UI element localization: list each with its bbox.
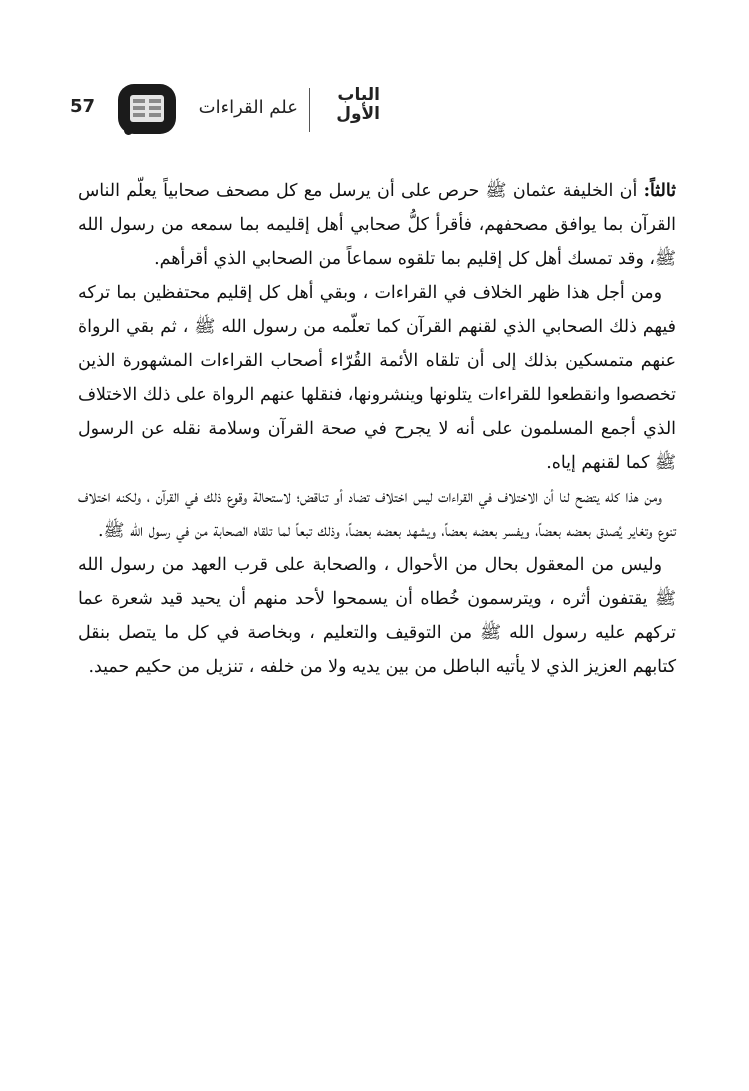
paragraph-4 <box>78 548 676 684</box>
paragraph-text: ومن أجل هذا ظهر الخلاف في القراءات ، وبقي أهل كل إقليم محتفظين بما تركه فيهم ذلك الصحابي الذي لقنهم القرآن كما تعلّمه من رسول الله ﷺ ، ثم بقي الرواة عنهم متمسكين بذلك إلى أن تلقاه الأئمة القُرّاء أصحاب القراءات المشهورة الذين تخصصوا وانقطعوا للقراءات يتلونها وينشرونها، فنقلها عنهم الرواة على ذلك الاختلاف الذي أجمع المسلمون على أنه لا يجرح في صحة القرآن وسلامة نقله عن الرسول ﷺ كما لقنهم إياه. <box>78 283 676 473</box>
header-divider <box>309 88 310 132</box>
book-icon-inner <box>130 95 164 122</box>
paragraph-text: ومن هذا كله يتضح لنا أن الاختلاف في القراءات ليس اختلاف تضاد أو تناقض؛ لاستحالة وقوع ذلك في القرآن ، ولكنه اختلاف تنوع وتغاير يُصدق بعضه بعضاً، ويفسر بعضه بعضاً، ويشهد بعضه بعضاً، وذلك تبعاً لما تلقاه الصحابة من في رسول الله ﷺ. <box>78 487 676 541</box>
paragraph-text: أن الخليفة عثمان ﷺ حرص على أن يرسل مع كل مصحف صحابياً يعلّم الناس القرآن بما يوافق مصحفهم، فأقرأ كلُّ صحابي أهل إقليمه بما سمعه من رسول الله ﷺ، وقد تمسك أهل كل إقليم بما تلقوه سماعاً من الصحابي الذي أقرأهم. <box>78 181 676 269</box>
chapter-title: علم القراءات <box>198 97 298 118</box>
badge-dot-icon <box>124 126 133 135</box>
page-header <box>70 80 380 140</box>
page-body <box>78 174 676 684</box>
chapter-label <box>320 86 380 124</box>
paragraph-1 <box>78 174 676 276</box>
chapter-label-line2: الأول <box>336 104 380 124</box>
paragraph-text: وليس من المعقول بحال من الأحوال ، والصحابة على قرب العهد من رسول الله ﷺ يقتفون أثره ، ويترسمون خُطاه أن يسمحوا لأحد منهم أن يحيد قيد شعرة عما تركهم عليه رسول الله ﷺ من التوقيف والتعليم ، وبخاصة في كل ما يتصل بنقل كتابهم العزيز الذي لا يأتيه الباطل من بين يديه ولا من خلفه ، تنزيل من حكيم حميد. <box>78 555 676 677</box>
page-number: 57 <box>70 96 96 117</box>
paragraph-lead: ثالثاً: <box>643 181 676 201</box>
chapter-label-line1: الباب <box>337 85 380 105</box>
paragraph-3 <box>78 480 676 548</box>
paragraph-2 <box>78 276 676 480</box>
